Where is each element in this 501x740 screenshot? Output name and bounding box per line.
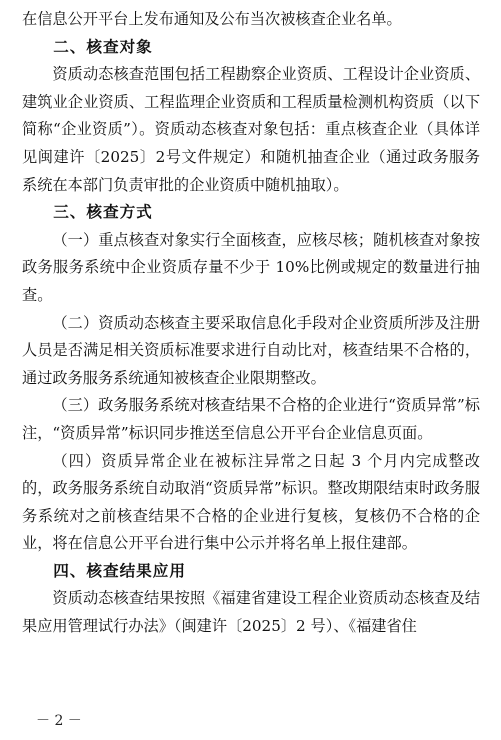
method-paragraph-2: （二）资质动态核查主要采取信息化手段对企业资质所涉及注册人员是否满足相关资质标准要求进行自动比对，核查结果不合格的，通过政务服务系统通知被核查企业限期整改。: [22, 313, 480, 387]
page-number: － 2 －: [36, 713, 82, 729]
intro-tail-paragraph: 在信息公开平台上发布通知及公布当次被核查企业名单。: [22, 10, 402, 28]
result-paragraph: 资质动态核查结果按照《福建省建设工程企业资质动态核查及结果应用管理试行办法》（闽建许〔2025〕2 号）、《福建省住: [22, 589, 480, 636]
section-heading-targets: 二、核查对象: [53, 37, 153, 56]
scope-paragraph: 资质动态核查范围包括工程勘察企业资质、工程设计企业资质、建筑业企业资质、工程监理企业资质和工程质量检测机构资质（以下简称“企业资质”）。资质动态核查对象包括：重点核查企业（具体详见闽建许〔2025〕2号文件规定）和随机抽查企业（通过政务服务系统在本部门负责审批的企业资质中随机抽取）。: [22, 65, 480, 194]
method-paragraph-1: （一）重点核查对象实行全面核查，应核尽核；随机核查对象按政务服务系统中企业资质存量不少于 10%比例或规定的数量进行抽查。: [22, 230, 480, 304]
document-page: [22, 6, 480, 641]
section-heading-methods: 三、核查方式: [53, 203, 153, 222]
method-paragraph-3: （三）政务服务系统对核查结果不合格的企业进行“资质异常”标注，“资质异常”标识同步推送至信息公开平台企业信息页面。: [22, 396, 480, 442]
method-paragraph-4: （四）资质异常企业在被标注异常之日起 3 个月内完成整改的，政务服务系统自动取消“资质异常”标识。整改期限结束时政务服务系统对之前核查结果不合格的企业进行复核，复核仍不合格的企业，将在信息公开平台进行集中公示并将名单上报住建部。: [22, 451, 480, 553]
section-heading-results: 四、核查结果应用: [53, 561, 186, 580]
